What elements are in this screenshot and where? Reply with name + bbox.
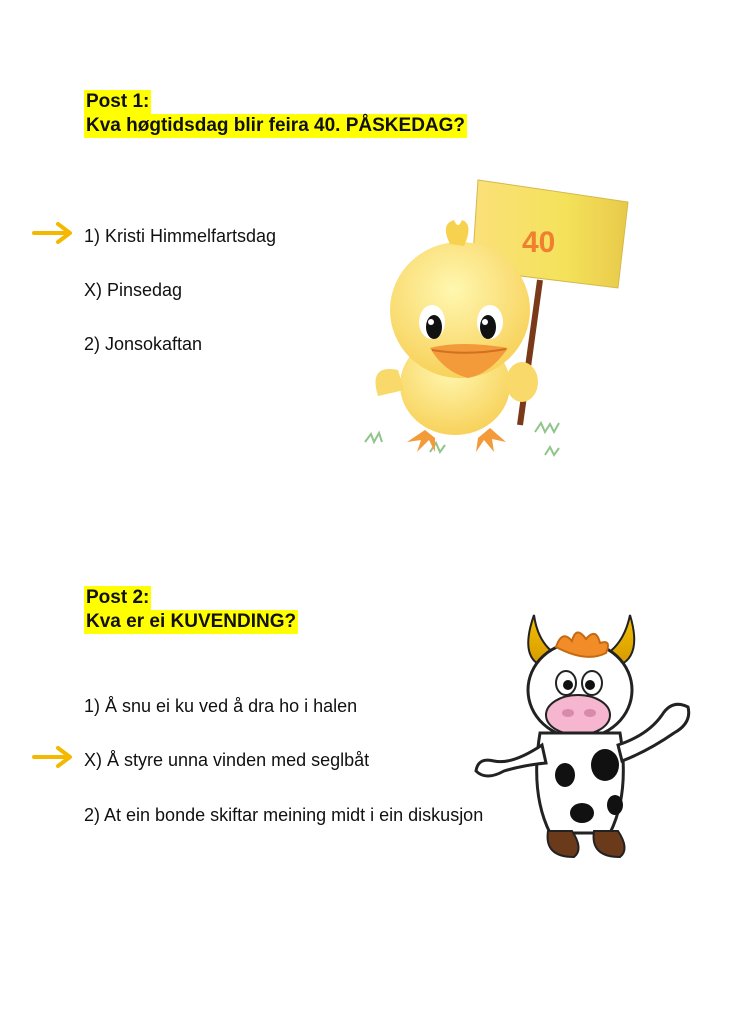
post-2-option-2: 2) At ein bonde skiftar meining midt i ein diskusjon: [84, 805, 484, 825]
post-1-option-2: 2) Jonsokaftan: [84, 334, 203, 354]
post-2-question: Kva er ei KUVENDING?: [86, 611, 297, 632]
post-1-label: Post 1:: [86, 91, 150, 112]
post-2-option-1: 1) Å snu ei ku ved å dra ho i halen: [84, 696, 358, 716]
arrow-right-icon: [32, 222, 74, 244]
arrow-right-icon: [32, 746, 74, 768]
chick-with-sign-icon: [350, 170, 640, 470]
post-1-option-x: X) Pinsedag: [84, 280, 183, 300]
post-1-question: Kva høgtidsdag blir feira 40. PÅSKEDAG?: [86, 115, 466, 136]
sign-number: 40: [522, 226, 556, 259]
post-2-option-x: X) Å styre unna vinden med seglbåt: [84, 750, 370, 770]
post-1-option-1: 1) Kristi Himmelfartsdag: [84, 226, 277, 246]
post-1-header: [84, 90, 467, 138]
post-2-label: Post 2:: [86, 587, 150, 608]
cartoon-cow-icon: [470, 605, 710, 867]
post-2-header: [84, 586, 298, 634]
